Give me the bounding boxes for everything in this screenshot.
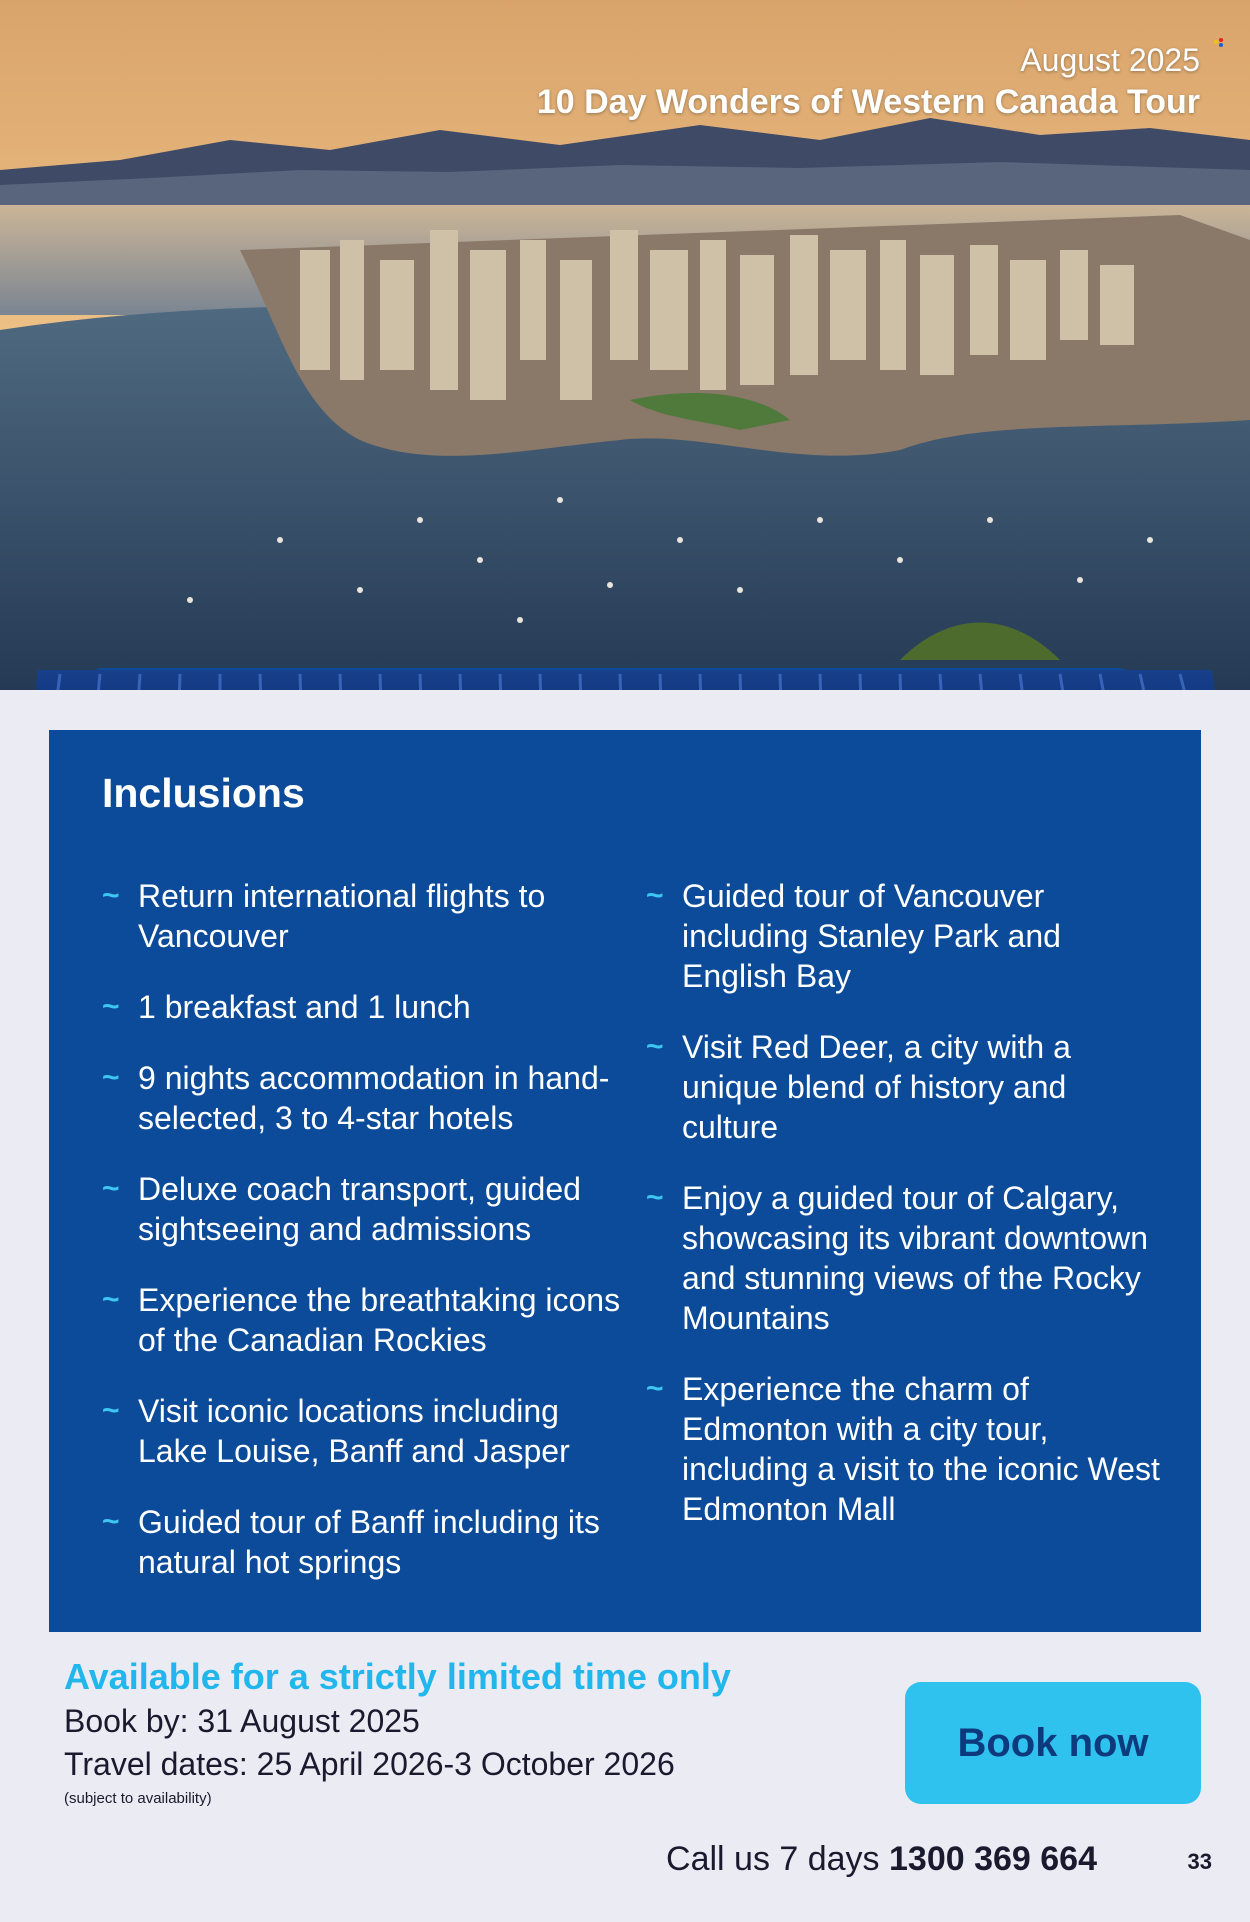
- availability-headline: Available for a strictly limited time only: [64, 1656, 731, 1697]
- call-line: [666, 1840, 1097, 1879]
- inclusion-item: ~ Visit Red Deer, a city with a unique blend of history and culture: [646, 1029, 1071, 1145]
- travel-dates: Travel dates: 25 April 2026-3 October 2026: [64, 1746, 675, 1782]
- brand-logo-icon: [1214, 38, 1226, 48]
- inclusion-item: ~ Guided tour of Banff including its natural hot springs: [102, 1504, 600, 1580]
- inclusion-item: ~ Enjoy a guided tour of Calgary, showcasing its vibrant downtown and stunning views of the Rocky Mountains: [646, 1180, 1149, 1336]
- book-now-button[interactable]: Book now: [905, 1682, 1201, 1804]
- hero-heading: [537, 40, 1200, 124]
- phone-number[interactable]: 1300 369 664: [889, 1840, 1097, 1878]
- inclusions-right-column: [646, 876, 1166, 1560]
- inclusions-heading: Inclusions: [102, 770, 305, 816]
- tilde-bullet-icon: ~: [102, 1172, 120, 1205]
- tilde-bullet-icon: ~: [646, 1181, 664, 1214]
- tour-date: August 2025: [1020, 42, 1200, 78]
- tilde-bullet-icon: ~: [646, 1030, 664, 1063]
- inclusions-left-column: [102, 876, 622, 1613]
- inclusion-item: ~ 9 nights accommodation in hand-selected, 3 to 4-star hotels: [102, 1060, 610, 1136]
- inclusion-item: ~ Experience the breathtaking icons of the Canadian Rockies: [102, 1282, 621, 1358]
- call-prefix: Call us 7 days: [666, 1840, 880, 1878]
- curtain-valance: [0, 670, 1250, 690]
- availability-note: (subject to availability): [64, 1790, 212, 1807]
- inclusion-item: ~ 1 breakfast and 1 lunch: [102, 989, 471, 1025]
- tilde-bullet-icon: ~: [102, 1061, 120, 1094]
- tilde-bullet-icon: ~: [646, 879, 664, 912]
- tilde-bullet-icon: ~: [102, 990, 120, 1023]
- tilde-bullet-icon: ~: [102, 1283, 120, 1316]
- page-number: 33: [1187, 1849, 1212, 1874]
- inclusion-item: ~ Return international flights to Vancouver: [102, 878, 546, 954]
- tilde-bullet-icon: ~: [646, 1372, 664, 1405]
- inclusions-panel: [49, 730, 1201, 1632]
- inclusion-item: ~ Visit iconic locations including Lake Louise, Banff and Jasper: [102, 1393, 570, 1469]
- tilde-bullet-icon: ~: [102, 1505, 120, 1538]
- tour-title: 10 Day Wonders of Western Canada Tour: [536, 83, 1200, 121]
- inclusion-item: ~ Guided tour of Vancouver including Stanley Park and English Bay: [646, 878, 1061, 994]
- tilde-bullet-icon: ~: [102, 1394, 120, 1427]
- tilde-bullet-icon: ~: [102, 879, 120, 912]
- hero-image: [0, 0, 1250, 690]
- inclusion-item: ~ Experience the charm of Edmonton with a city tour, including a visit to the iconic West Edmonton Mall: [646, 1371, 1160, 1527]
- book-by-date: Book by: 31 August 2025: [64, 1703, 420, 1739]
- inclusion-item: ~ Deluxe coach transport, guided sightseeing and admissions: [102, 1171, 581, 1247]
